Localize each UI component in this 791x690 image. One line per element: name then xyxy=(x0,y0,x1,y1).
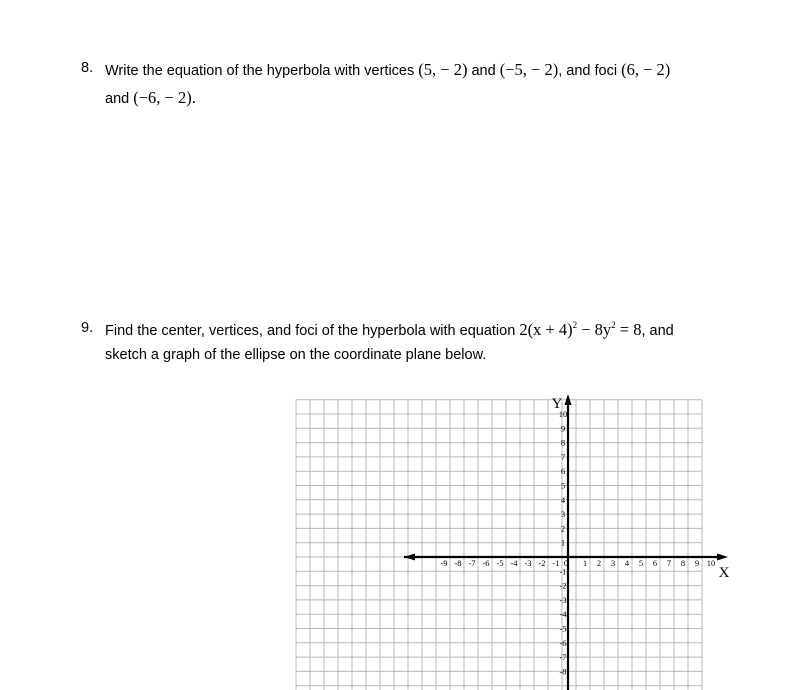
y-tick-label: -5 xyxy=(559,623,567,634)
origin-label: 0 xyxy=(563,558,569,568)
y-tick-label: 10 xyxy=(558,409,568,419)
y-axis-label: Y xyxy=(551,396,563,412)
y-tick-label: 6 xyxy=(560,466,566,477)
question-8-foci-text: , and foci xyxy=(558,63,618,79)
x-tick-label: -7 xyxy=(468,558,476,568)
x-tick-label: 5 xyxy=(638,558,644,568)
x-tick-label: 8 xyxy=(680,558,686,568)
question-8-period: . xyxy=(191,88,196,107)
y-tick-label: 8 xyxy=(560,437,566,448)
y-tick-label: 4 xyxy=(560,494,566,505)
question-8-and: and xyxy=(471,63,496,79)
question-8-number: 8. xyxy=(81,60,94,76)
y-tick-label: -1 xyxy=(559,566,567,577)
y-tick-label: -4 xyxy=(559,609,567,620)
x-tick-label: -9 xyxy=(440,558,448,568)
y-tick-label: 3 xyxy=(560,509,566,520)
equation-term-1: 2(x + 4) xyxy=(519,320,573,339)
question-8-text: Write the equation of the hyperbola with vertices xyxy=(105,63,415,79)
y-tick-label: -7 xyxy=(559,652,567,663)
y-tick-label: 1 xyxy=(560,537,566,548)
equation-exponent-2: 2 xyxy=(611,320,616,330)
question-8-and-2: and xyxy=(105,91,130,107)
question-9-number: 9. xyxy=(81,320,94,336)
x-axis-arrow-left xyxy=(404,554,415,561)
y-tick-label: -2 xyxy=(559,580,567,591)
question-9-text: Find the center, vertices, and foci of the hyperbola with equation xyxy=(105,323,516,339)
question-9-and: , and xyxy=(641,323,674,339)
x-tick-label: 3 xyxy=(610,558,616,568)
y-tick-label: 7 xyxy=(560,451,566,462)
x-tick-label: -3 xyxy=(524,558,532,568)
x-tick-label: 1 xyxy=(582,558,588,568)
x-tick-label: -2 xyxy=(538,558,546,568)
vertex-1: (5, − 2) xyxy=(418,60,468,79)
equation-term-2: − 8y xyxy=(577,320,612,339)
y-tick-label: -8 xyxy=(559,666,567,677)
x-tick-label: 2 xyxy=(596,558,602,568)
x-tick-label: -1 xyxy=(552,558,560,568)
focus-1: (6, − 2) xyxy=(621,60,671,79)
x-axis-label: X xyxy=(718,565,730,581)
x-tick-label: 9 xyxy=(694,558,700,568)
y-tick-label: 2 xyxy=(560,523,566,534)
x-tick-label: 4 xyxy=(624,558,630,568)
x-axis-arrow-right xyxy=(717,554,728,561)
focus-2: (−6, − 2) xyxy=(133,88,192,107)
x-tick-label: 6 xyxy=(652,558,658,568)
x-tick-label: -5 xyxy=(496,558,504,568)
y-tick-label: -6 xyxy=(559,637,567,648)
equation-exponent-1: 2 xyxy=(572,320,578,330)
y-tick-label: 9 xyxy=(560,423,566,434)
x-tick-label: 7 xyxy=(666,558,672,568)
y-tick-label: 5 xyxy=(560,480,566,491)
x-tick-label: -6 xyxy=(482,558,490,568)
question-9-line-2: sketch a graph of the ellipse on the coordinate plane below. xyxy=(105,347,487,363)
y-tick-label: -3 xyxy=(559,594,567,605)
vertex-2: (−5, − 2) xyxy=(499,60,559,79)
equation-term-3: = 8 xyxy=(615,320,642,339)
x-tick-label: -4 xyxy=(510,558,518,568)
x-tick-label: 10 xyxy=(706,558,716,568)
x-tick-label: -8 xyxy=(454,558,462,568)
